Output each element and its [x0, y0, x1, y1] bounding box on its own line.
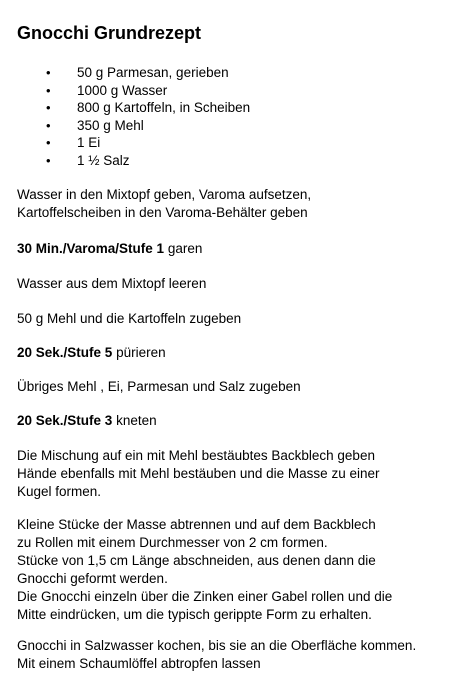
step-text: Gnocchi geformt werden.	[17, 571, 168, 586]
bullet-icon: •	[46, 100, 51, 116]
ingredient-text: 1 ½ Salz	[77, 152, 130, 168]
ingredient-item	[0, 99, 250, 117]
step-paragraph	[17, 310, 241, 328]
bullet-icon: •	[46, 65, 51, 80]
ingredient-text: 800 g Kartoffeln, in Scheiben	[77, 100, 251, 116]
ingredient-text: 350 g Mehl	[77, 117, 144, 133]
step-text: zu Rollen mit einem Durchmesser von 2 cm formen.	[17, 535, 328, 550]
step-text: Kugel formen.	[17, 484, 102, 499]
step-text: Wasser in den Mixtopf geben, Varoma aufsetzen,	[17, 187, 312, 202]
ingredient-text: 50 g Parmesan, gerieben	[77, 65, 229, 80]
ingredient-item	[0, 117, 250, 135]
ingredient-text: 1 Ei	[77, 135, 101, 151]
step-text: Die Gnocchi einzeln über die Zinken einer Gabel rollen und die	[17, 589, 393, 604]
step-paragraph	[17, 516, 392, 624]
step-paragraph	[17, 447, 379, 501]
step-paragraph	[17, 378, 301, 396]
ingredient-item	[0, 64, 250, 82]
step-text: pürieren	[112, 345, 166, 360]
bullet-icon: •	[46, 152, 51, 168]
ingredient-item	[0, 134, 250, 152]
step-text: Übriges Mehl , Ei, Parmesan und Salz zugeben	[17, 379, 301, 394]
bullet-icon: •	[46, 82, 51, 98]
bullet-icon: •	[46, 117, 51, 133]
recipe-title: Gnocchi Grundrezept	[17, 23, 202, 43]
step-text: garen	[164, 241, 203, 256]
bullet-icon: •	[46, 135, 51, 151]
step-paragraph	[17, 240, 202, 258]
step-text: Wasser aus dem Mixtopf leeren	[17, 276, 207, 291]
step-text: Stücke von 1,5 cm Länge abschneiden, aus denen dann die	[17, 553, 376, 568]
step-text: Mitte eindrücken, um die typisch gerippte Form zu erhalten.	[17, 607, 372, 622]
ingredient-list	[0, 64, 250, 170]
step-text: 50 g Mehl und die Kartoffeln zugeben	[17, 311, 242, 326]
step-setting: 30 Min./Varoma/Stufe 1	[17, 241, 165, 256]
step-text: Mit einem Schaumlöffel abtropfen lassen	[17, 656, 261, 671]
step-text: kneten	[112, 413, 157, 428]
step-paragraph	[17, 344, 166, 362]
step-paragraph	[17, 412, 157, 430]
step-text: Kleine Stücke der Masse abtrennen und auf dem Backblech	[17, 517, 376, 532]
step-text: Hände ebenfalls mit Mehl bestäuben und die Masse zu einer	[17, 466, 380, 481]
step-setting: 20 Sek./Stufe 3	[17, 413, 113, 428]
step-setting: 20 Sek./Stufe 5	[17, 345, 113, 360]
step-paragraph	[17, 186, 311, 222]
step-text: Kartoffelscheiben in den Varoma-Behälter geben	[17, 205, 308, 220]
ingredient-text: 1000 g Wasser	[77, 82, 168, 98]
step-text: Gnocchi in Salzwasser kochen, bis sie an die Oberfläche kommen.	[17, 638, 417, 653]
ingredient-item	[0, 152, 250, 170]
step-paragraph	[17, 275, 206, 293]
step-paragraph	[17, 637, 416, 673]
step-text: Die Mischung auf ein mit Mehl bestäubtes Backblech geben	[17, 448, 375, 463]
ingredient-item	[0, 82, 250, 100]
